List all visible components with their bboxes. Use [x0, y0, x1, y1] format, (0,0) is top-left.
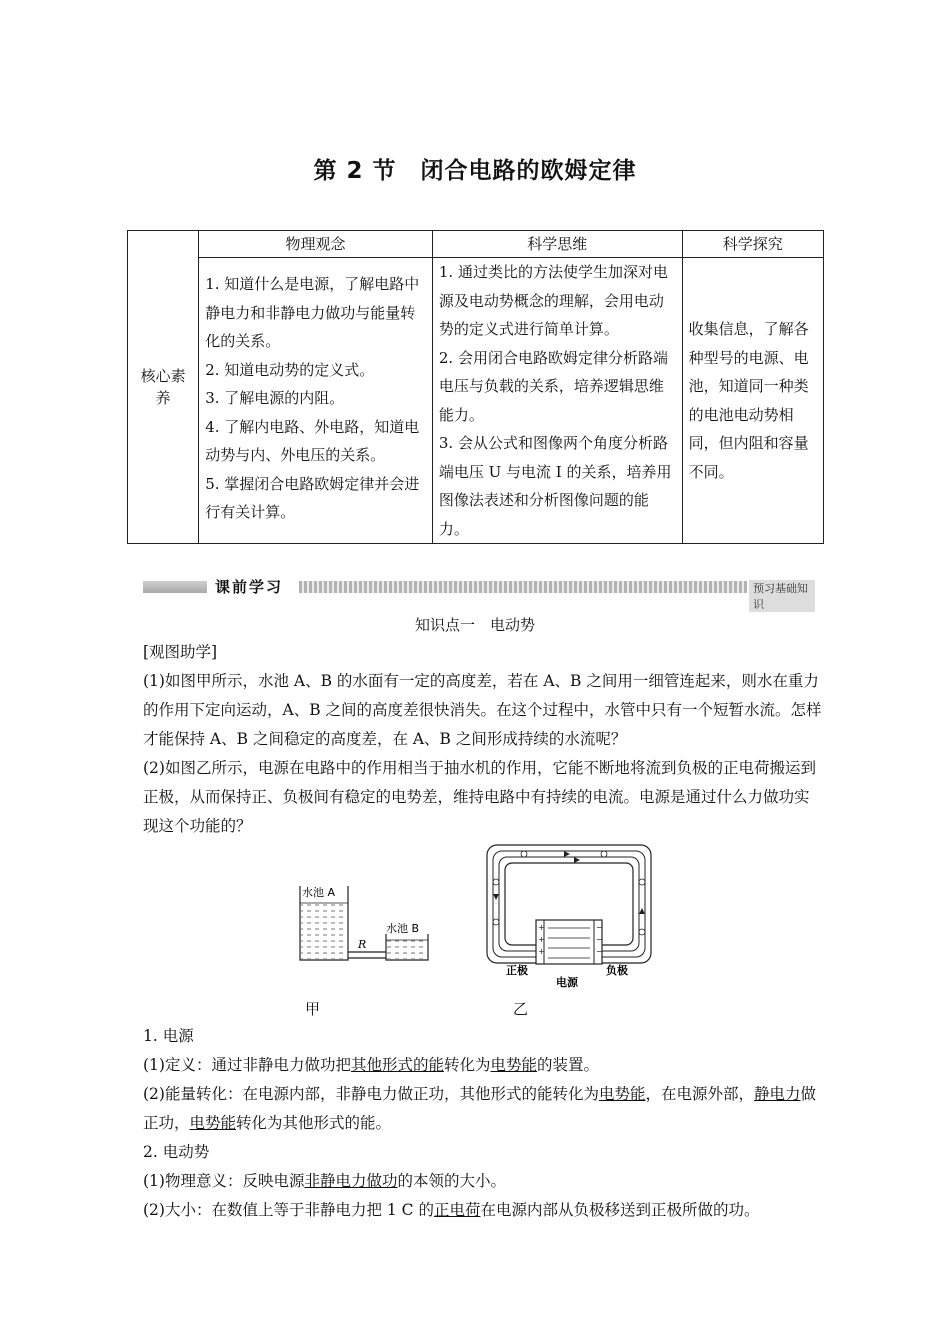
- banner-right-bar: [299, 581, 747, 593]
- tank-a-label: 水池 A: [302, 886, 336, 899]
- side-label: 核心素养: [128, 231, 199, 544]
- list-item: 4. 了解内电路、外电路，知道电动势与内、外电压的关系。: [205, 417, 420, 465]
- power-source-box: [536, 920, 602, 964]
- figure-a-caption: 甲: [305, 1000, 321, 1018]
- negative-pole-label: 负极: [606, 964, 628, 977]
- source-label: 电源: [556, 976, 578, 989]
- list-item: 3. 会从公式和图像两个角度分析路端电压 U 与电流 I 的关系，培养用图像法表述和分析图像问题的能力。: [438, 434, 672, 538]
- core-literacy-table: [127, 230, 824, 544]
- blank-answer: 电势能: [598, 1085, 646, 1103]
- figure-circuit: [484, 842, 654, 990]
- current-arrows: [493, 851, 645, 914]
- blank-answer: 电势能: [490, 1056, 538, 1074]
- banner-tag: 预习基础知识: [749, 580, 815, 612]
- svg-text:+: +: [538, 923, 545, 932]
- page-title: 第 2 节 闭合电路的欧姆定律: [313, 158, 637, 184]
- scientific-thinking-cell: [432, 258, 682, 544]
- sec2-size: (2)大小：在数值上等于非静电力把 1 C 的正电荷在电源内部从负极移送到正极所做的功。: [143, 1201, 760, 1219]
- svg-text:−: −: [596, 947, 603, 956]
- knowledge-point-title: 知识点一 电动势: [414, 616, 535, 634]
- list-item: 1. 知道什么是电源，了解电路中静电力和非静电力做功与能量转化的关系。: [205, 275, 420, 351]
- guide-section: [143, 638, 823, 841]
- blank-answer: 静电力: [754, 1085, 801, 1103]
- sec2-heading: 2. 电动势: [143, 1143, 210, 1161]
- sec1-heading: 1. 电源: [143, 1027, 194, 1045]
- list-item: 2. 会用闭合电路欧姆定律分析路端电压与负载的关系，培养逻辑思维能力。: [438, 348, 668, 424]
- guide-heading: [观图助学]: [143, 643, 218, 661]
- scientific-inquiry-cell: 收集信息，了解各种型号的电源、电池，知道同一种类的电池电动势相同，但内阻和容量不同。: [682, 258, 823, 544]
- banner-left-bar: [143, 581, 207, 593]
- svg-text:−: −: [596, 935, 603, 944]
- list-item: 3. 了解电源的内阻。: [205, 389, 345, 408]
- blank-answer: 正电荷: [433, 1201, 481, 1219]
- banner-label: 课前学习: [215, 578, 284, 596]
- svg-text:+: +: [538, 935, 545, 944]
- svg-text:+: +: [538, 947, 545, 956]
- list-item: 5. 掌握闭合电路欧姆定律并会进行有关计算。: [205, 474, 420, 522]
- svg-text:−: −: [596, 923, 603, 932]
- figure-water-tanks: [290, 878, 440, 968]
- header-scientific-inquiry: 科学探究: [682, 231, 823, 258]
- tank-a-water: [301, 903, 347, 959]
- section-banner: [143, 578, 815, 611]
- sec1-energy: (2)能量转化：在电源内部，非静电力做正功，其他形式的能转化为电势能，在电源外部，静电力做正功，电势能转化为其他形式的能。: [143, 1085, 817, 1132]
- sec2-meaning: (1)物理意义：反映电源非静电力做功的本领的大小。: [143, 1172, 506, 1190]
- guide-paragraph-1: (1)如图甲所示，水池 A、B 的水面有一定的高度差，若在 A、B 之间用一细管连起来，则水在重力的作用下定向运动，A、B 之间的高度差很快消失。在这个过程中，水管中只有一个短暂水流。怎样才能保持 A、B 之间稳定的高度差，在 A、B 之间形成持续的水流呢？: [143, 672, 822, 748]
- tank-b-label: 水池 B: [386, 922, 420, 935]
- list-item: 1. 通过类比的方法使学生加深对电源及电动势概念的理解，会用电动势的定义式进行简单计算。: [438, 263, 668, 338]
- header-scientific-thinking: 科学思维: [432, 231, 682, 258]
- positive-pole-label: 正极: [506, 964, 528, 977]
- list-item: 2. 知道电动势的定义式。: [205, 360, 375, 379]
- guide-paragraph-2: (2)如图乙所示，电源在电路中的作用相当于抽水机的作用，它能不断地将流到负极的正电荷搬运到正极，从而保持正、负极间有稳定的电势差，维持电路中有持续的电流。电源是通过什么力做功实现这个功能的？: [143, 759, 816, 835]
- physics-concept-cell: [199, 258, 433, 544]
- sec1-definition: (1)定义：通过非静电力做功把其他形式的能转化为电势能的装置。: [143, 1056, 600, 1074]
- content-section: [143, 1022, 823, 1225]
- blank-answer: 电势能: [189, 1114, 237, 1132]
- header-physics-concept: 物理观念: [199, 231, 433, 258]
- figure-b-caption: 乙: [513, 1000, 529, 1018]
- tank-b-water: [387, 940, 427, 959]
- blank-answer: 其他形式的能: [350, 1056, 444, 1074]
- pipe-label: R: [358, 938, 367, 951]
- blank-answer: 非静电力做功: [304, 1172, 398, 1190]
